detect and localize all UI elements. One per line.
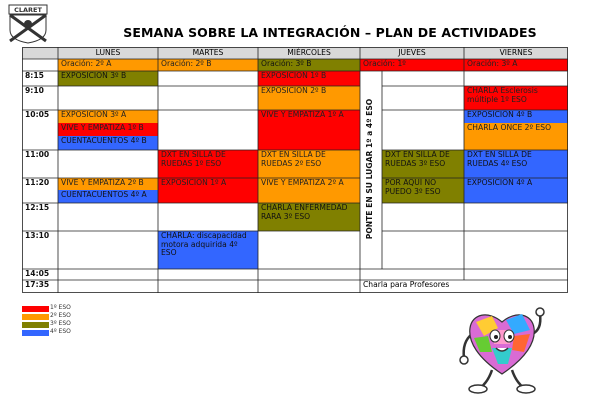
activity-lunes-1120a: VIVE Y EMPATIZA 2º B [58, 178, 158, 190]
legend-swatch-red [22, 306, 49, 312]
time-label: 14:05 [22, 269, 58, 280]
activity-miercoles-0910: EXPOSICIÓN 2º B [258, 86, 360, 110]
time-label: 9:10 [22, 86, 58, 110]
activity-jueves-1100: DXT EN SILLA DE RUEDAS 3º ESO [382, 150, 464, 178]
day-header-jueves: JUEVES [360, 47, 464, 59]
activity-charla-profesores: Charla para Profesores [360, 280, 568, 293]
school-logo [8, 4, 48, 44]
page-title: SEMANA SOBRE LA INTEGRACIÓN – PLAN DE ACTIVIDADES [123, 25, 537, 40]
day-header-lunes: LUNES [58, 47, 158, 59]
day-header-miercoles: MIÉRCOLES [258, 47, 360, 59]
activity-miercoles-1005: VIVE Y EMPATIZA 1º A [258, 110, 360, 150]
activity-viernes-1005a: EXPOSICIÓN 4º B [464, 110, 568, 123]
activity-jueves-vertical: PONTE EN SU LUGAR 1º a 4º ESO [365, 98, 374, 240]
activity-viernes-1120: EXPOSICIÓN 4º A [464, 178, 568, 203]
shield-logo-icon [8, 4, 48, 44]
activity-jueves-1120: POR AQUÍ NO PUEDO 3º ESO [382, 178, 464, 203]
time-label: 13:10 [22, 231, 58, 269]
activity-miercoles-1100: DXT EN SILLA DE RUEDAS 2º ESO [258, 150, 360, 178]
legend-label: 4º ESO [50, 328, 71, 335]
time-label: 10:05 [22, 110, 58, 150]
activity-martes-1120: EXPOSICIÓN 1º A [158, 178, 258, 203]
svg-text:CLARET: CLARET [14, 6, 42, 14]
oracion-miercoles: Oración: 3º B [258, 59, 360, 71]
puzzle-heart-mascot-icon [458, 300, 546, 396]
activity-viernes-1100: DXT EN SILLA DE RUEDAS 4º ESO [464, 150, 568, 178]
time-label: 11:00 [22, 150, 58, 178]
legend-swatch-olive [22, 322, 49, 328]
activity-lunes-1120b: CUENTACUENTOS 4º A [58, 190, 158, 203]
activity-viernes-0910: CHARLA Esclerosis múltiple 1º ESO [464, 86, 568, 110]
activity-lunes-1005c: CUENTACUENTOS 4º B [58, 136, 158, 150]
activity-miercoles-1120: VIVE Y EMPATIZA 2º A [258, 178, 360, 203]
activity-viernes-1005b: CHARLA ONCE 2º ESO [464, 123, 568, 150]
activity-lunes-1005a: EXPOSICIÓN 3º A [58, 110, 158, 123]
time-label: 12:15 [22, 203, 58, 231]
legend-label: 1º ESO [50, 304, 71, 311]
legend-swatch-blue [22, 330, 49, 336]
schedule-table [22, 47, 568, 293]
legend-swatch-orange [22, 314, 49, 320]
activity-lunes-1005b: VIVE Y EMPATIZA 1º B [58, 123, 158, 136]
activity-martes-1100: DXT EN SILLA DE RUEDAS 1º ESO [158, 150, 258, 178]
day-header-martes: MARTES [158, 47, 258, 59]
oracion-lunes: Oración: 2º A [58, 59, 158, 71]
activity-lunes-0815: EXPOSICIÓN 3º B [58, 71, 158, 86]
activity-miercoles-1215: CHARLA ENFERMEDAD RARA 3º ESO [258, 203, 360, 231]
oracion-jueves: Oración: 1º [360, 59, 464, 71]
oracion-viernes: Oración: 3º A [464, 59, 568, 71]
time-label: 8:15 [22, 71, 58, 86]
time-label: 11:20 [22, 178, 58, 203]
activity-miercoles-0815: EXPOSICIÓN 1º B [258, 71, 360, 86]
activity-martes-1310: CHARLA: discapacidad motora adquirida 4º ESO [158, 231, 258, 269]
oracion-martes: Oración: 2º B [158, 59, 258, 71]
grid-lines [22, 47, 568, 293]
time-label: 17:35 [22, 280, 58, 293]
legend-label: 3º ESO [50, 320, 71, 327]
day-header-viernes: VIERNES [464, 47, 568, 59]
legend-label: 2º ESO [50, 312, 71, 319]
